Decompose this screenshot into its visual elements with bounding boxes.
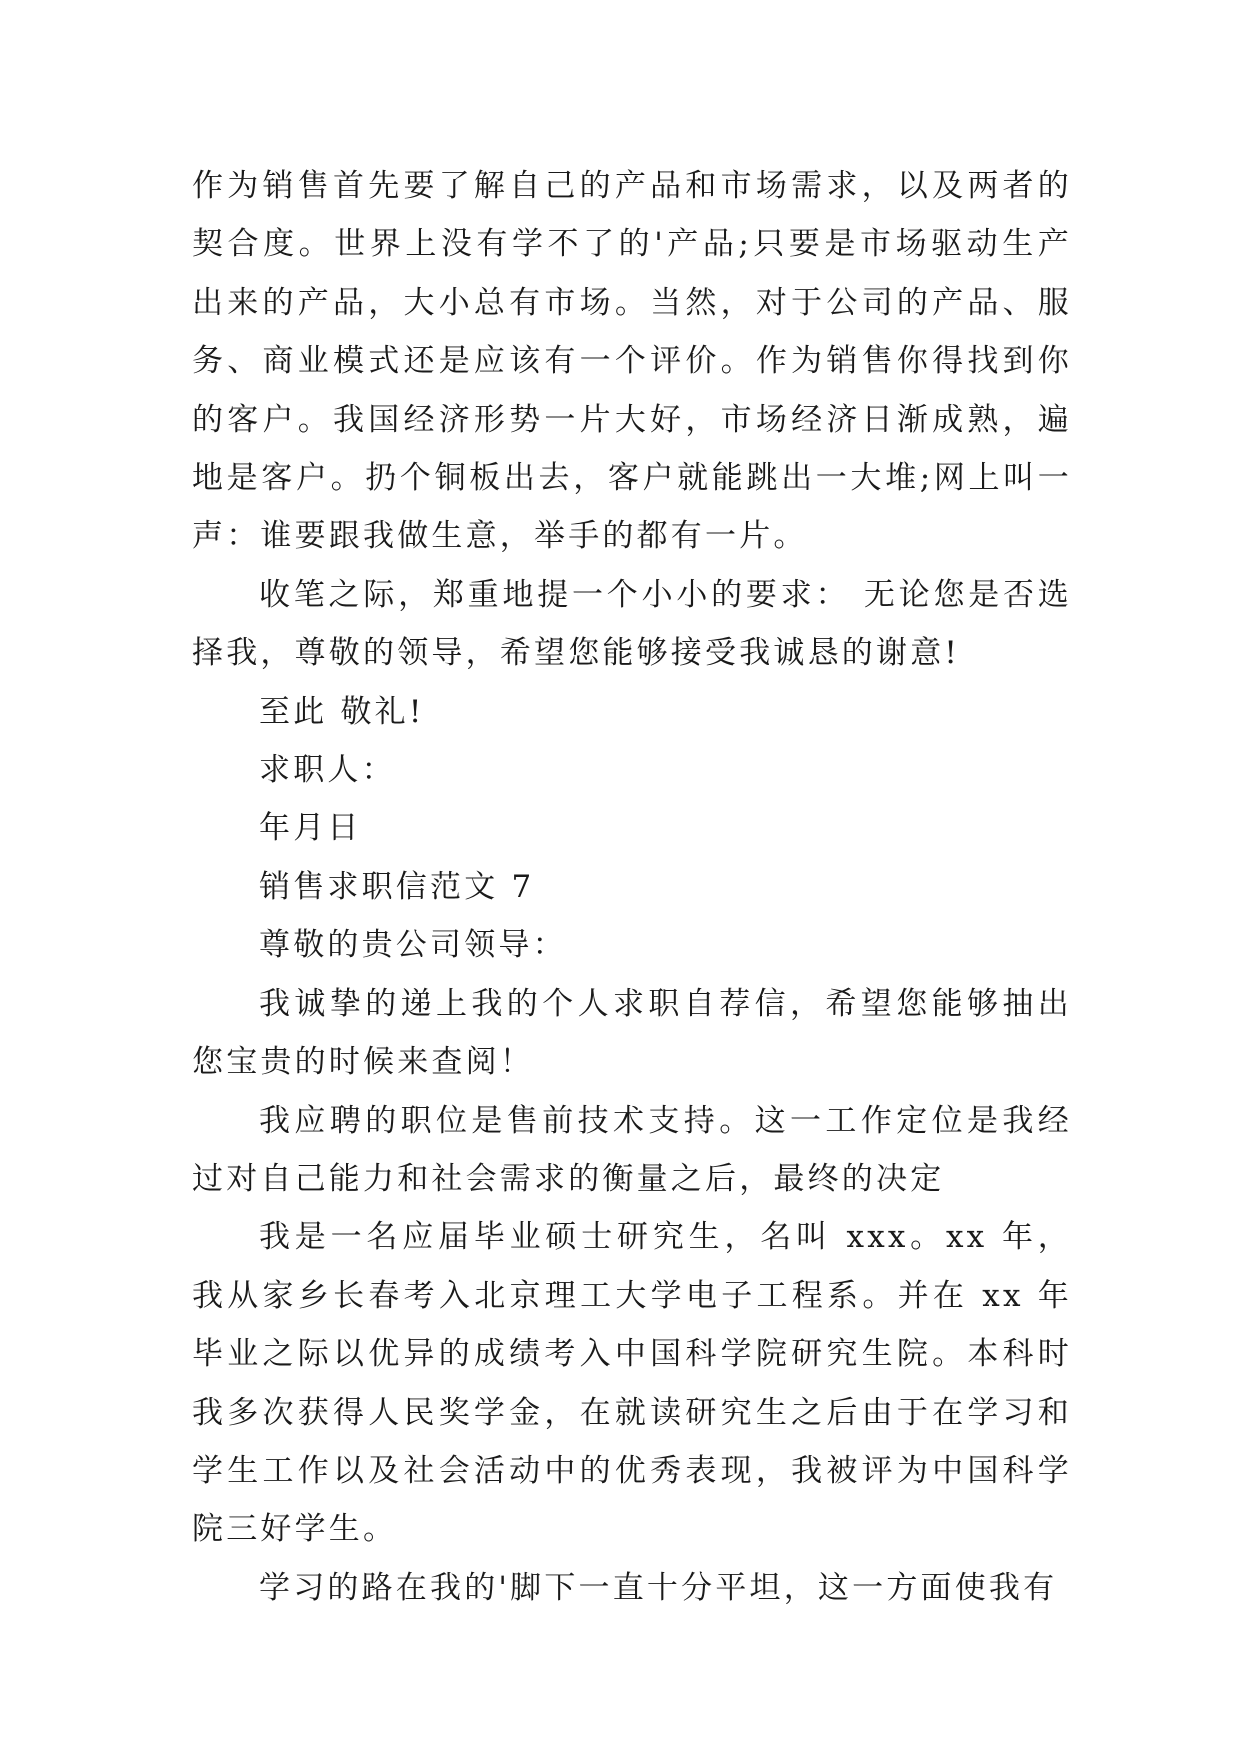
- paragraph-closing-request: 收笔之际，郑重地提一个小小的要求： 无论您是否选择我，尊敬的领导，希望您能够接受我诚恳的谢意!: [192, 576, 1072, 672]
- section-heading: 销售求职信范文 7: [259, 868, 535, 905]
- document-body: [192, 157, 1072, 1617]
- paragraph-intro: 我诚挚的递上我的个人求职自荐信，希望您能够抽出您宝贵的时候来查阅！: [192, 985, 1072, 1081]
- paragraph-learning: 学习的路在我的'脚下一直十分平坦，这一方面使我有: [259, 1569, 1058, 1606]
- paragraph-applicant: 求职人：: [259, 752, 396, 789]
- paragraph-position: 我应聘的职位是售前技术支持。这一工作定位是我经过对自己能力和社会需求的衡量之后，最终的决定: [192, 1102, 1072, 1197]
- paragraph-sales-knowledge: 作为销售首先要了解自己的产品和市场需求，以及两者的契合度。世界上没有学不了的'产品;只要是市场驱动生产出来的产品，大小总有市场。当然，对于公司的产品、服务、商业模式还是应该有一个评价。作为销售你得找到你的客户。我国经济形势一片大好，市场经济日渐成熟，遍地是客户。扔个铜板出去，客户就能跳出一大堆;网上叫一声：谁要跟我做生意，举手的都有一片。: [192, 168, 1072, 555]
- paragraph-salutation: 至此 敬礼!: [259, 693, 425, 730]
- paragraph-education: 我是一名应届毕业硕士研究生，名叫 xxx。xx 年，我从家乡长春考入北京理工大学电子工程系。并在 xx 年毕业之际以优异的成绩考入中国科学院研究生院。本科时我多次获得人民奖学金，在就读研究生之后由于在学习和学生工作以及社会活动中的优秀表现，我被评为中国科学院三好学生。: [192, 1219, 1072, 1548]
- paragraph-greeting: 尊敬的贵公司领导：: [259, 927, 567, 964]
- paragraph-date: 年月日: [259, 810, 362, 847]
